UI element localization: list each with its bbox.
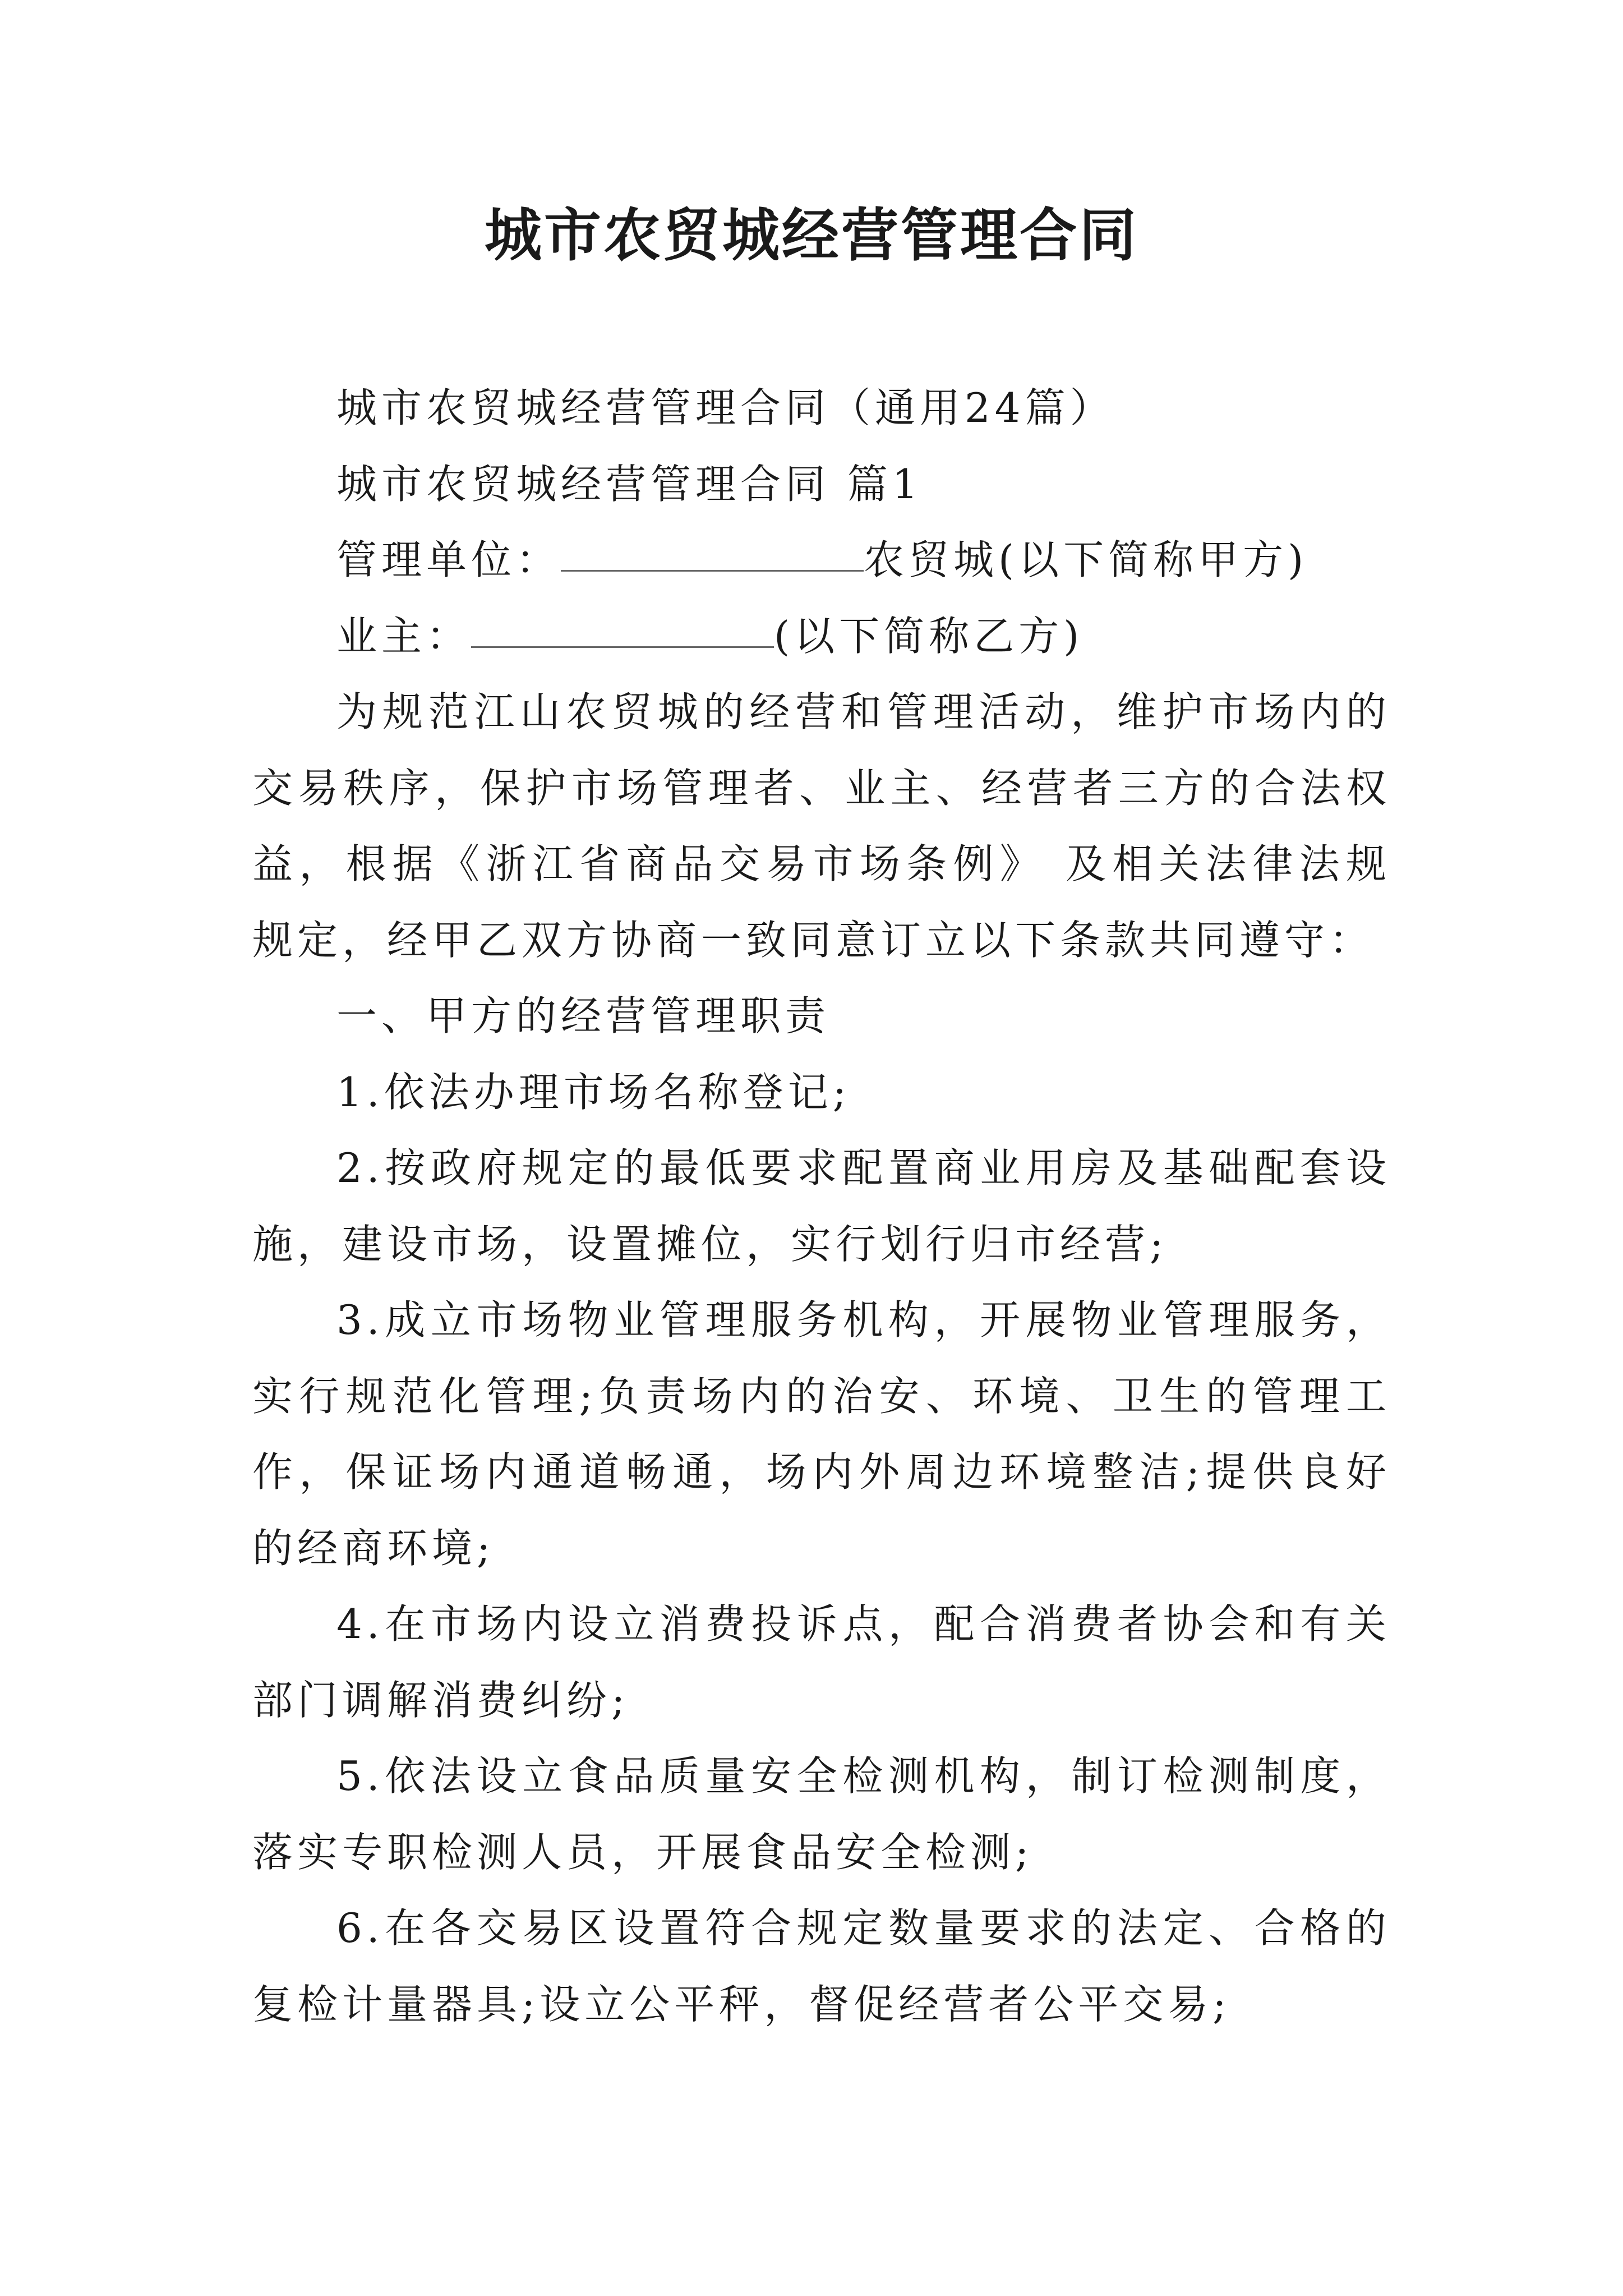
- clause-item: 2.按政府规定的最低要求配置商业用房及基础配套设施，建设市场，设置摊位，实行划行归市经营;: [252, 1144, 1391, 1268]
- clause-item: 5.依法设立食品质量安全检测机构，制订检测制度，落实专职检测人员，开展食品安全检测;: [252, 1752, 1391, 1876]
- clause-heading: 一、甲方的经营管理职责: [336, 992, 831, 1039]
- document-subtitle: 城市农贸城经营管理合同（通用24篇）: [336, 384, 1115, 431]
- manager-blank-field: [561, 536, 864, 572]
- manager-label: 管理单位：: [336, 536, 561, 583]
- clause-item: 6.在各交易区设置符合规定数量要求的法定、合格的复检计量器具;设立公平秤，督促经营者公平交易;: [252, 1904, 1391, 2028]
- document-title: 城市农贸城经营管理合同: [485, 202, 1138, 269]
- document-body: [252, 370, 1391, 2042]
- preamble-paragraph: 为规范江山农贸城的经营和管理活动，维护市场内的交易秩序，保护市场管理者、业主、经营者三方的合法权益，根据《浙江省商品交易市场条例》 及相关法律法规规定，经甲乙双方协商一致同意订立以下条款共同遵守：: [252, 688, 1391, 964]
- manager-suffix: 农贸城(以下简称甲方): [864, 536, 1308, 583]
- clause-item: 4.在市场内设立消费投诉点，配合消费者协会和有关部门调解消费纠纷;: [252, 1600, 1391, 1724]
- clause-item: 1.依法办理市场名称登记;: [336, 1068, 851, 1116]
- owner-suffix: (以下简称乙方): [774, 612, 1084, 660]
- clause-item: 3.成立市场物业管理服务机构，开展物业管理服务，实行规范化管理;负责场内的治安、环境、卫生的管理工作，保证场内通道畅通，场内外周边环境整洁;提供良好的经商环境;: [252, 1296, 1391, 1572]
- manager-line: [252, 522, 1391, 599]
- owner-blank-field: [471, 613, 774, 648]
- section-heading: 城市农贸城经营管理合同 篇1: [336, 460, 923, 508]
- owner-line: [252, 599, 1391, 675]
- owner-label: 业主：: [336, 612, 472, 660]
